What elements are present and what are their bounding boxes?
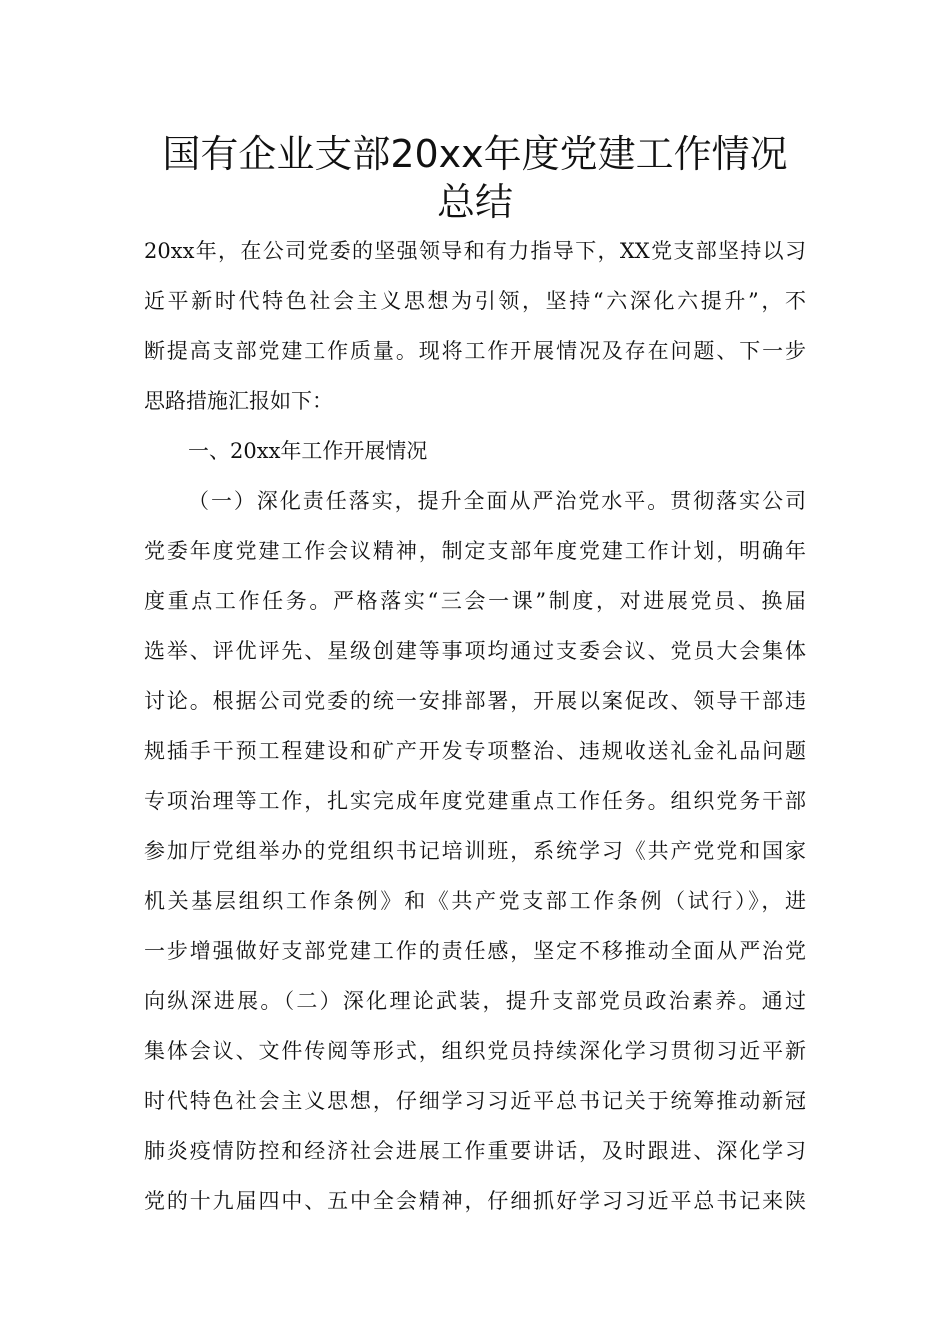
paragraph-line: （一）深化责任落实，提升全面从严治党水平。贯彻落实公司 [188, 489, 806, 513]
paragraph-line: 20xx年，在公司党委的坚强领导和有力指导下，XX党支部坚持以习 [144, 239, 806, 263]
paragraph-line: 集体会议、文件传阅等形式，组织党员持续深化学习贯彻习近平新 [144, 1039, 806, 1063]
paragraph-line: 党的十九届四中、五中全会精神，仔细抓好学习习近平总书记来陕 [144, 1189, 806, 1213]
paragraph-line: 时代特色社会主义思想，仔细学习习近平总书记关于统筹推动新冠 [144, 1089, 806, 1113]
paragraph-line: 选举、评优评先、星级创建等事项均通过支委会议、党员大会集体 [144, 639, 806, 663]
paragraph-line: 参加厅党组举办的党组织书记培训班，系统学习《共产党党和国家 [144, 839, 806, 863]
paragraph-line: 讨论。根据公司党委的统一安排部署，开展以案促改、领导干部违 [144, 689, 806, 713]
section-heading: 一、20xx年工作开展情况 [188, 439, 428, 463]
paragraph-line: 向纵深进展。（二）深化理论武装，提升支部党员政治素养。通过 [144, 989, 806, 1013]
paragraph-line: 肺炎疫情防控和经济社会进展工作重要讲话，及时跟进、深化学习 [144, 1139, 806, 1163]
paragraph-line: 度重点工作任务。严格落实“三会一课”制度，对进展党员、换届 [144, 589, 806, 613]
paragraph-line: 机关基层组织工作条例》和《共产党支部工作条例（试行）》，进 [144, 889, 806, 913]
paragraph-line: 专项治理等工作，扎实完成年度党建重点工作任务。组织党务干部 [144, 789, 806, 813]
paragraph-line: 断提高支部党建工作质量。现将工作开展情况及存在问题、下一步 [144, 339, 806, 363]
document-title-line-2: 总结 [436, 180, 513, 224]
paragraph-line: 近平新时代特色社会主义思想为引领，坚持“六深化六提升”，不 [144, 289, 806, 313]
paragraph-line: 党委年度党建工作会议精神，制定支部年度党建工作计划，明确年 [144, 539, 806, 563]
paragraph-line: 思路措施汇报如下： [144, 389, 333, 413]
paragraph-line: 一步增强做好支部党建工作的责任感，坚定不移推动全面从严治党 [144, 939, 806, 963]
paragraph-line: 规插手干预工程建设和矿产开发专项整治、违规收送礼金礼品问题 [144, 739, 806, 763]
document-title-line-1: 国有企业支部20xx年度党建工作情况 [162, 132, 788, 176]
